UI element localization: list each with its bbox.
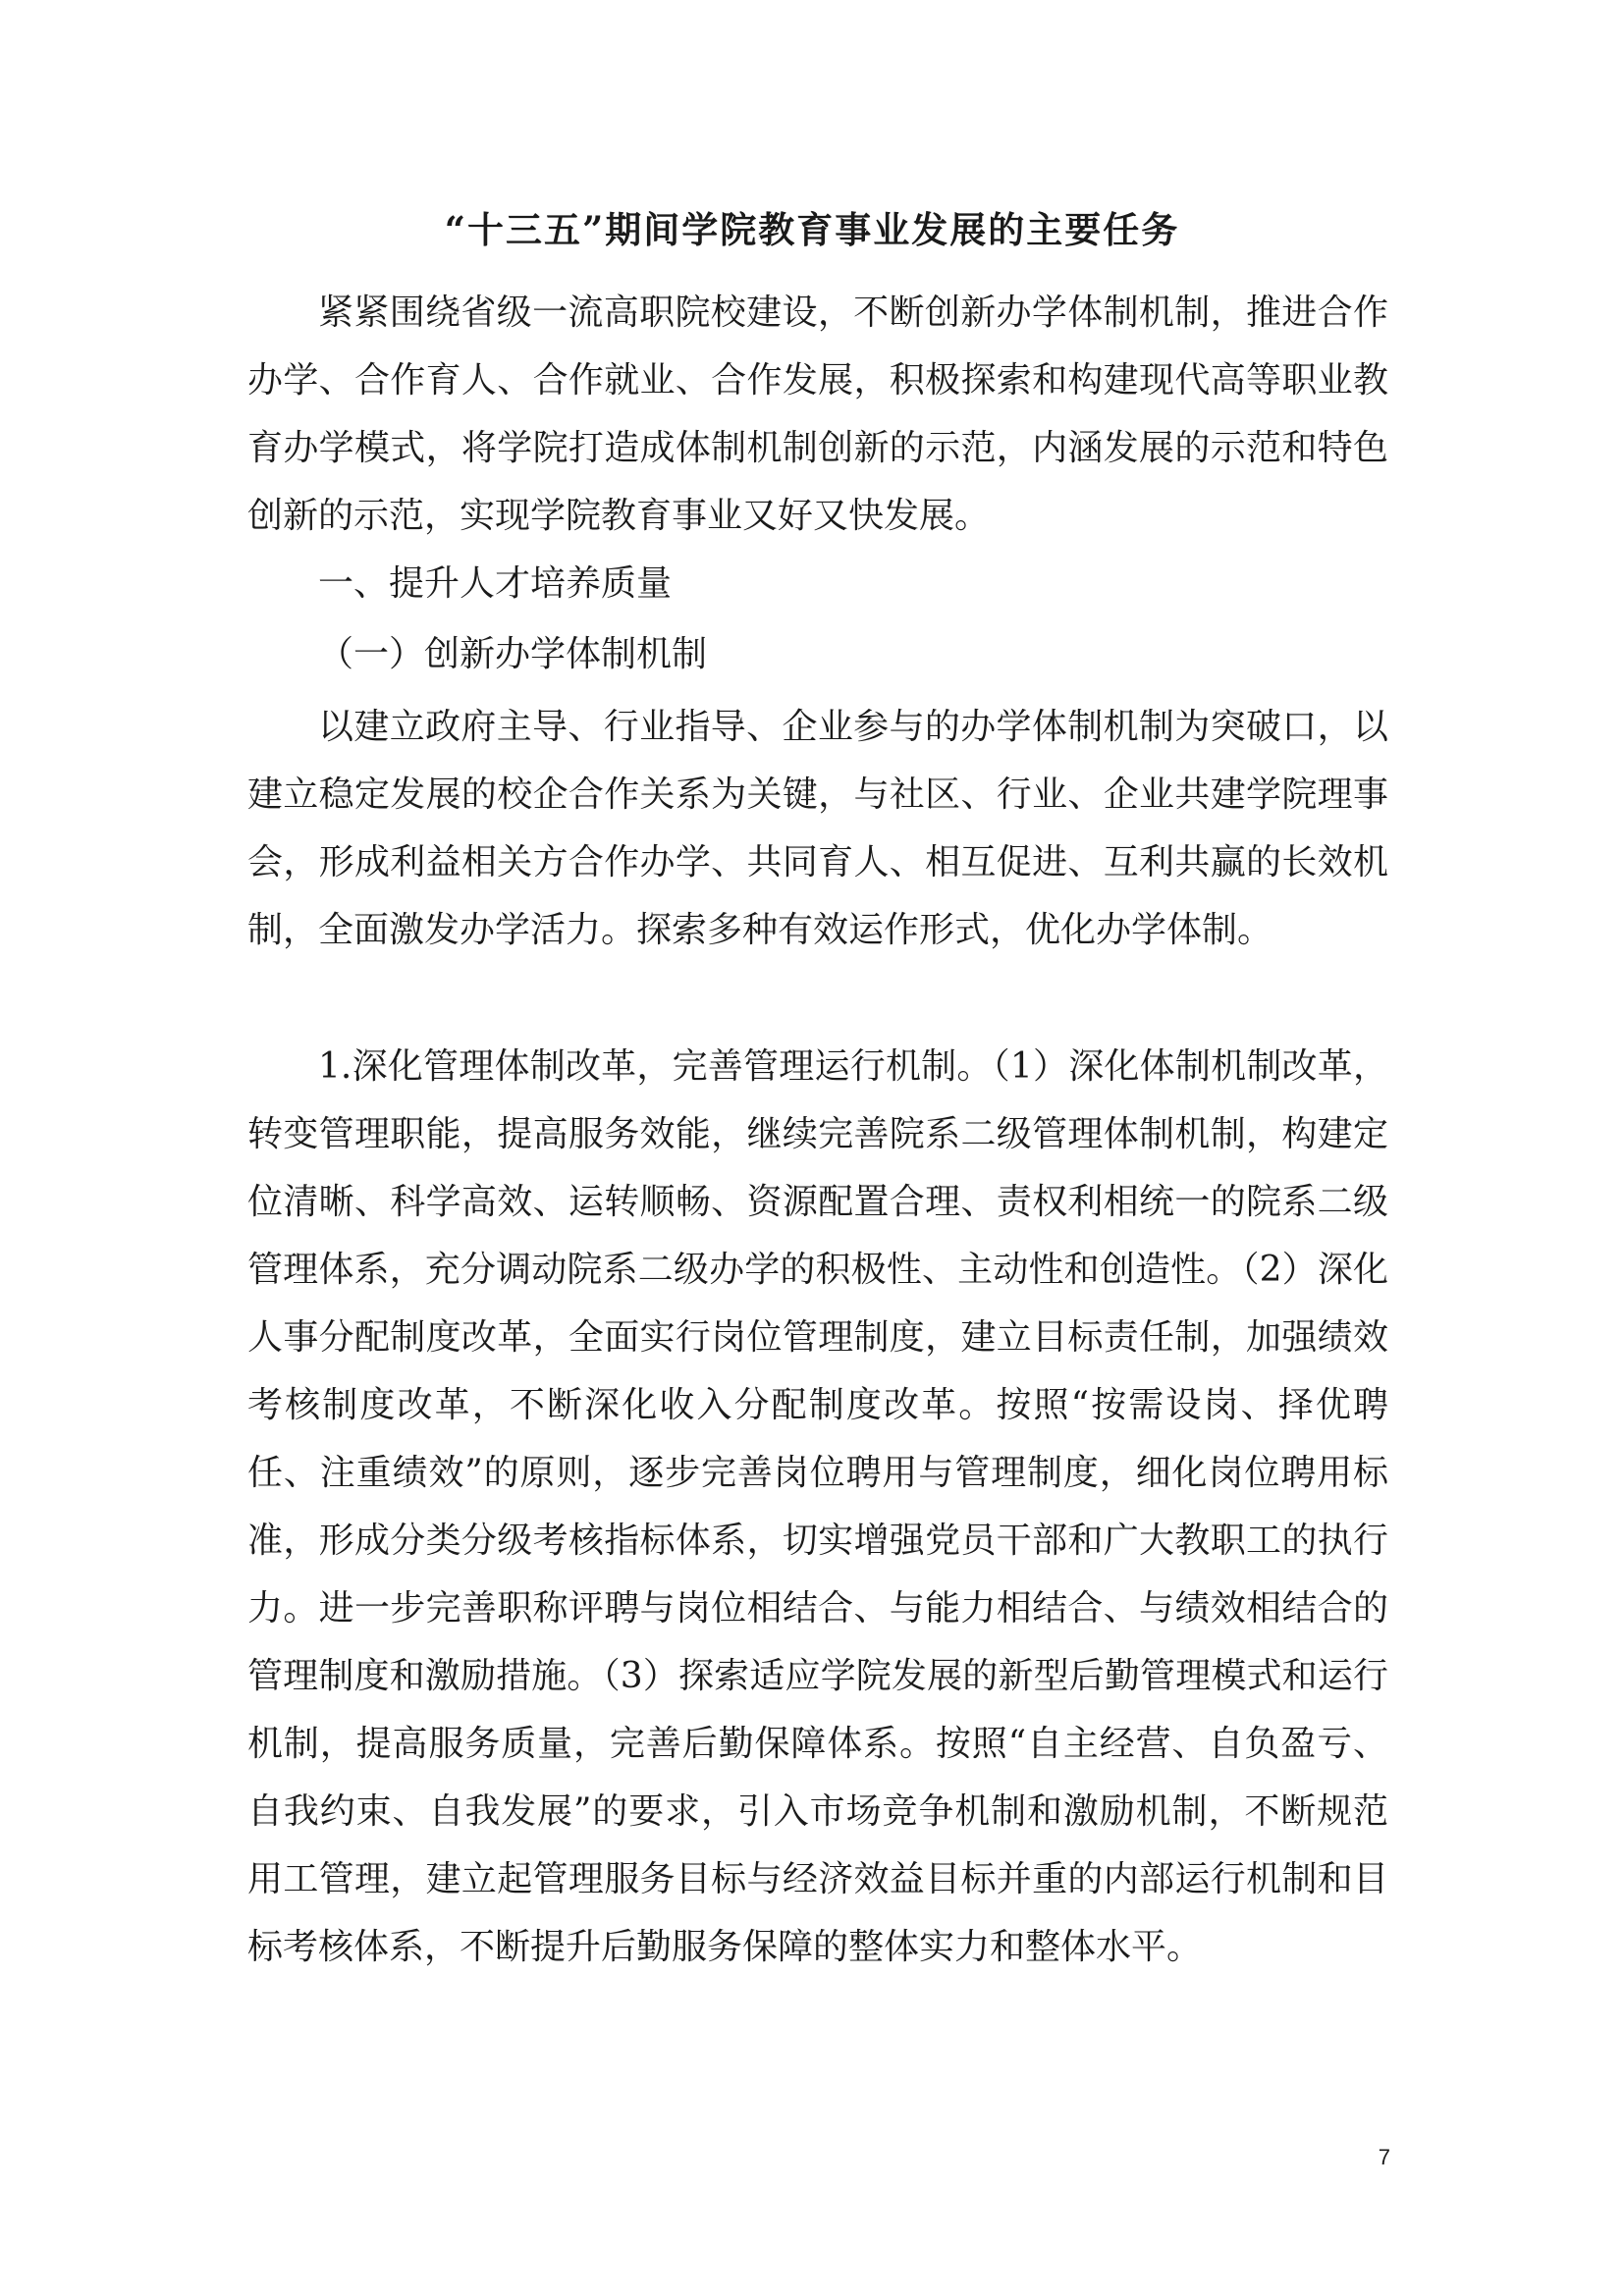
item-paragraph: 1.深化管理体制改革，完善管理运行机制。（1）深化体制机制改革，转变管理职能，提高服务效能，继续完善院系二级管理体制机制，构建定位清晰、科学高效、运转顺畅、资源配置合理、责权利相统一的院系二级管理体系，充分调动院系二级办学的积极性、主动性和创造性。（2）深化人事分配制度改革，全面实行岗位管理制度，建立目标责任制，加强绩效考核制度改革，不断深化收入分配制度改革。按照“按需设岗、择优聘任、注重绩效”的原则，逐步完善岗位聘用与管理制度，细化岗位聘用标准，形成分类分级考核指标体系，切实增强党员干部和广大教职工的执行力。进一步完善职称评聘与岗位相结合、与能力相结合、与绩效相结合的管理制度和激励措施。（3）探索适应学院发展的新型后勤管理模式和运行机制，提高服务质量，完善后勤保障体系。按照“自主经营、自负盈亏、自我约束、自我发展”的要求，引入市场竞争机制和激励机制，不断规范用工管理，建立起管理服务目标与经济效益目标并重的内部运行机制和目标考核体系，不断提升后勤服务保障的整体实力和整体水平。: [247, 1046, 1388, 1967]
intro-paragraph: 紧紧围绕省级一流高职院校建设，不断创新办学体制机制，推进合作办学、合作育人、合作就业、合作发展，积极探索和构建现代高等职业教育办学模式，将学院打造成体制机制创新的示范，内涵发展的示范和特色创新的示范，实现学院教育事业又好又快发展。: [247, 293, 1388, 536]
section-heading: 一、提升人才培养质量: [318, 563, 673, 604]
subsection-heading: （一）创新办学体制机制: [318, 634, 708, 674]
page-number: 7: [1378, 2145, 1390, 2169]
subsection-body-paragraph: 以建立政府主导、行业指导、企业参与的办学体制机制为突破口，以建立稳定发展的校企合作关系为关键，与社区、行业、企业共建学院理事会，形成利益相关方合作办学、共同育人、相互促进、互利共赢的长效机制，全面激发办学活力。探索多种有效运作形式，优化办学体制。: [247, 707, 1388, 950]
document-title: “十三五”期间学院教育事业发展的主要任务: [444, 208, 1180, 251]
